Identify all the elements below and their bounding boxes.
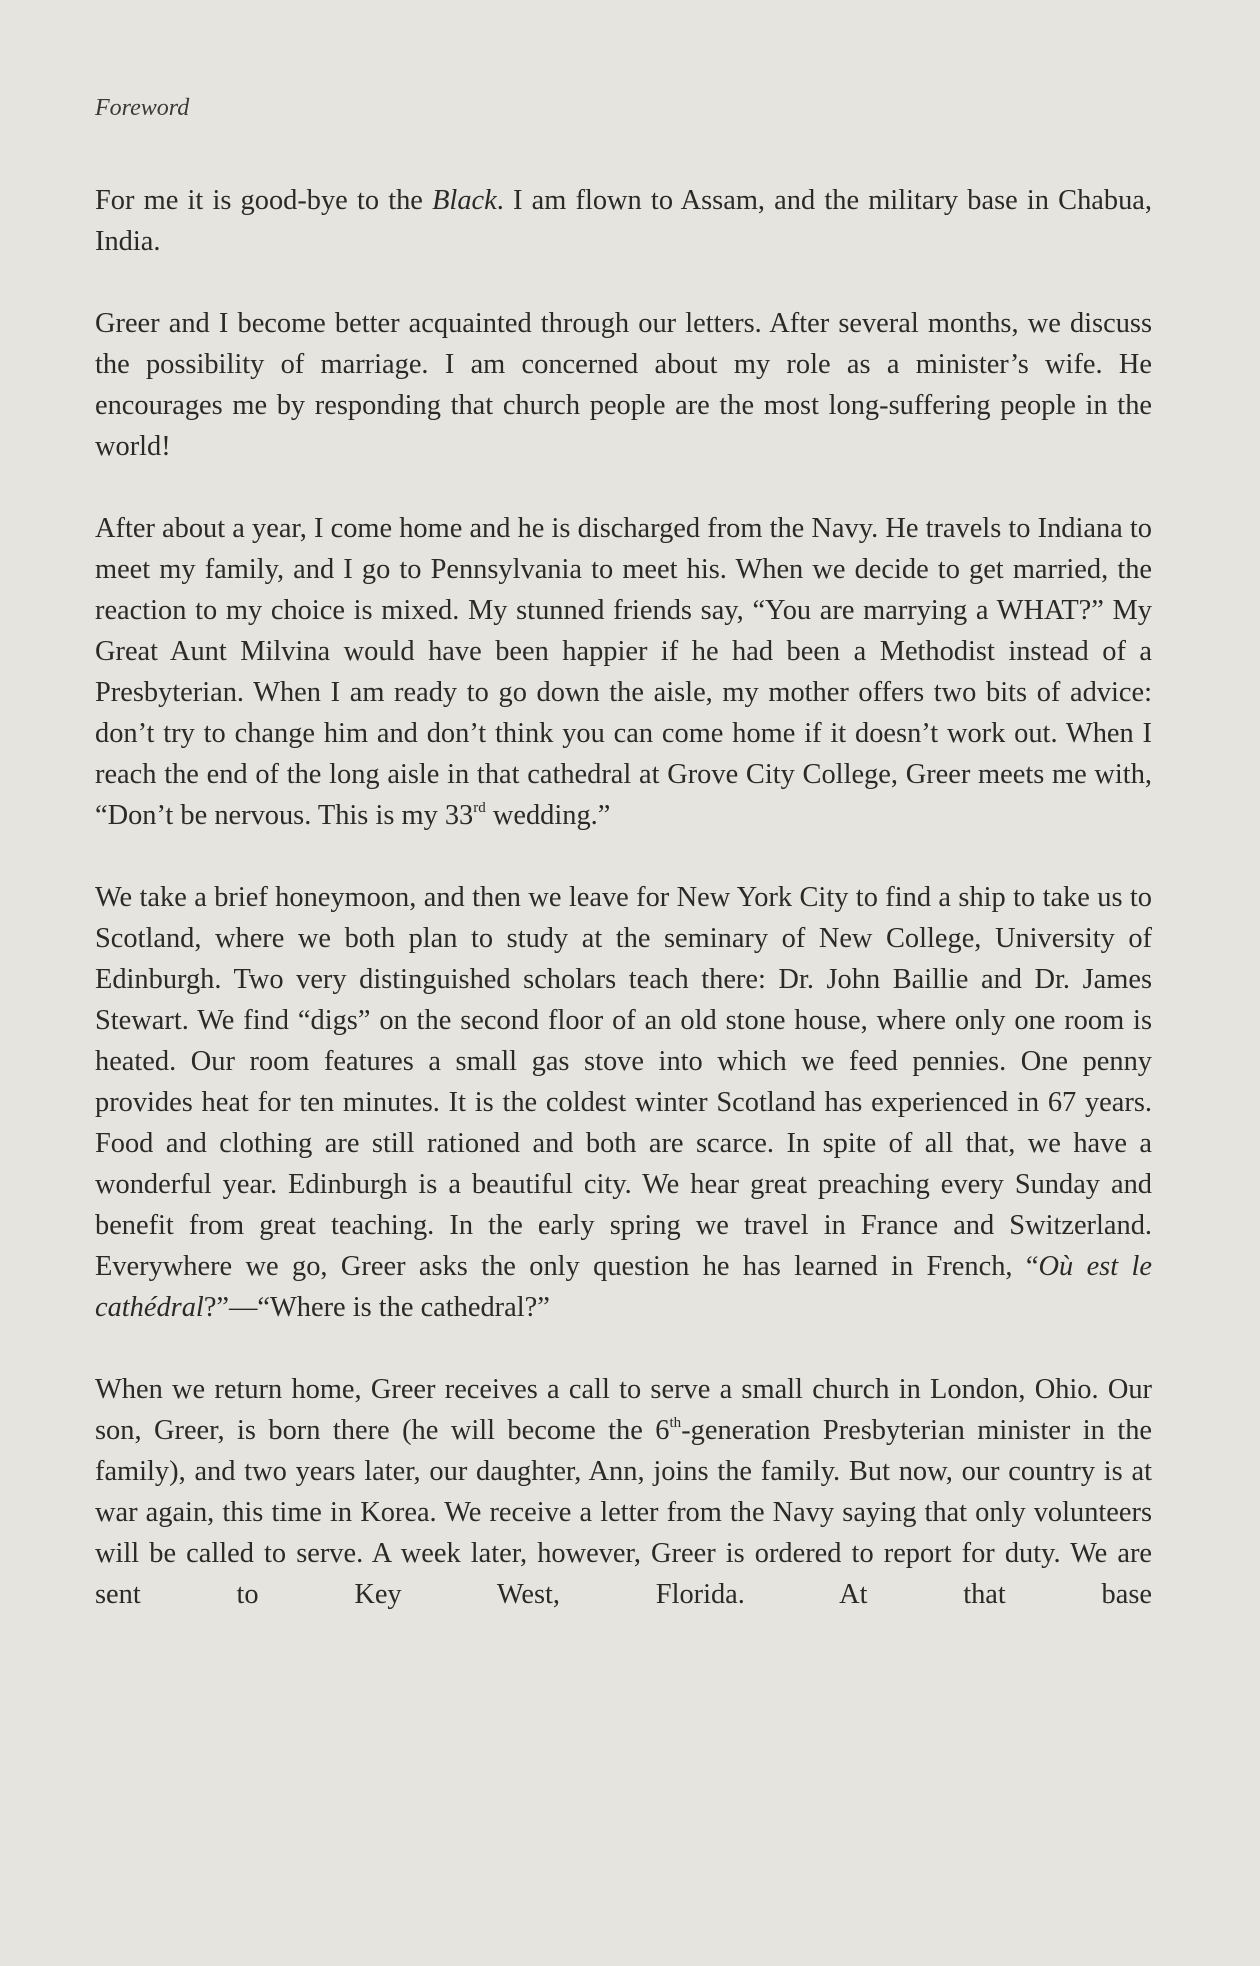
paragraph-1-text: For me it is good-bye to the [95, 185, 433, 216]
paragraph-3-text: After about a year, I come home and he is discharged from the Navy. He travels to Indiana to meet my family, and I go to Pennsylvania to meet his. When we decide to get married, the reaction to my choice is mixed. My stunned friends say, “You are marrying a WHAT?” My Great Aunt Milvina would have been happier if he had been a Methodist instead of a Presbyterian. When I am ready to go down the aisle, my mother offers two bits of advice: don’t try to change him and don’t think you can come home if it doesn’t work out. When I reach the end of the long aisle in that cathedral at Grove City College, Greer meets me with, “Don’t be nervous. This is my 33 [95, 513, 1152, 831]
paragraph-2-text: Greer and I become better acquainted through our letters. After several months, we discuss the possibility of marriage. I am concerned about my role as a minister’s wife. He encourages me by responding that church people are the most long-suffering people in the world! [95, 308, 1152, 462]
paragraph-2 [95, 303, 1152, 467]
paragraph-4 [95, 877, 1152, 1328]
french-question: Où est le cathédral [95, 1251, 1152, 1323]
paragraph-5-text-cont: -generation Presbyterian minister in the family), and two years later, our daughter, Ann, joins the family. But now, our country is at war again, this time in Korea. We receive a letter from the Navy saying that only volunteers will be called to serve. A week later, however, Greer is ordered to report for duty. We are sent to Key West, Florida. At that base [95, 1415, 1153, 1610]
paragraph-3-text-cont: wedding.” [485, 800, 611, 831]
running-head: Foreword [95, 95, 190, 121]
paragraph-4-text-cont: ?”—“Where is the cathedral?” [203, 1292, 550, 1323]
ordinal-suffix-th: th [669, 1414, 682, 1431]
ship-name-black: Black [432, 185, 497, 216]
paragraph-1-text-cont: . I am flown to Assam, and the military base in Chabua, India. [95, 185, 1152, 257]
paragraph-4-text: We take a brief honeymoon, and then we leave for New York City to find a ship to take us to Scotland, where we both plan to study at the seminary of New College, University of Edinburgh. Two very distinguished scholars teach there: Dr. John Baillie and Dr. James Stewart. We find “digs” on the second floor of an old stone house, where only one room is heated. Our room features a small gas stove into which we feed pennies. One penny provides heat for ten minutes. It is the coldest winter Scotland has experienced in 67 years. Food and clothing are still rationed and both are scarce. In spite of all that, we have a wonderful year. Edinburgh is a beautiful city. We hear great preaching every Sunday and benefit from great teaching. In the early spring we travel in France and Switzerland. Everywhere we go, Greer asks the only question he has learned in French, “ [95, 882, 1152, 1282]
paragraph-1 [95, 180, 1152, 262]
paragraph-5 [95, 1369, 1152, 1615]
body-text [95, 180, 1152, 1615]
ordinal-suffix-rd: rd [473, 799, 486, 816]
paragraph-3 [95, 508, 1152, 836]
paragraph-5-text: When we return home, Greer receives a call to serve a small church in London, Ohio. Our son, Greer, is born there (he will become the 6 [95, 1374, 1152, 1446]
